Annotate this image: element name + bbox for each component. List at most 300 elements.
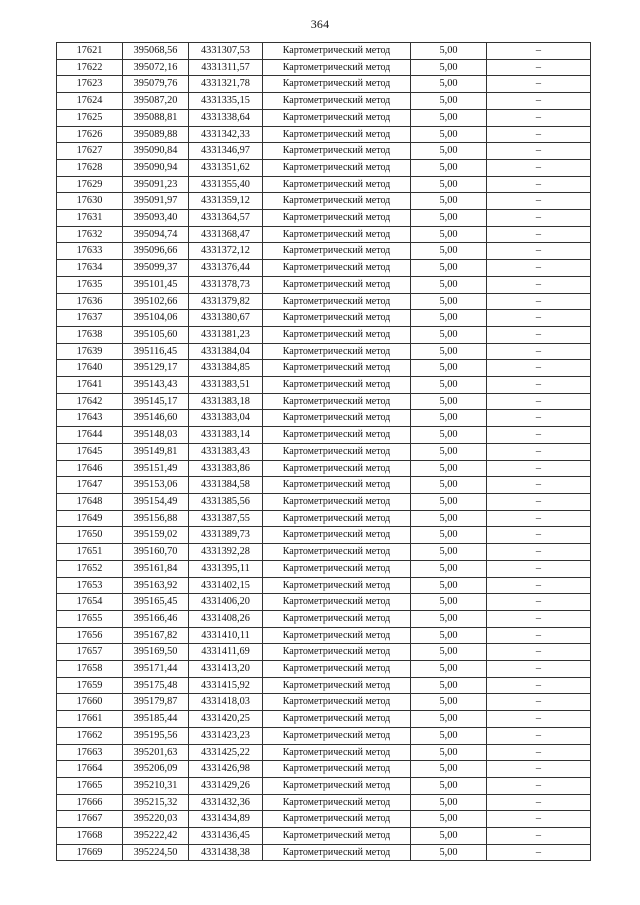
- y-coordinate-cell: 4331321,78: [189, 76, 263, 93]
- table-row: [57, 76, 591, 93]
- x-coordinate-cell: 395222,42: [123, 828, 189, 845]
- note-cell: –: [487, 243, 591, 260]
- point-number-cell: 17668: [57, 828, 123, 845]
- x-coordinate-cell: 395151,49: [123, 460, 189, 477]
- method-cell: Картометрический метод: [263, 677, 411, 694]
- table-row: [57, 811, 591, 828]
- y-coordinate-cell: 4331383,86: [189, 460, 263, 477]
- table-row: [57, 293, 591, 310]
- table-row: [57, 594, 591, 611]
- table-row: [57, 126, 591, 143]
- note-cell: –: [487, 226, 591, 243]
- x-coordinate-cell: 395072,16: [123, 59, 189, 76]
- table-row: [57, 310, 591, 327]
- y-coordinate-cell: 4331402,15: [189, 577, 263, 594]
- x-coordinate-cell: 395167,82: [123, 627, 189, 644]
- method-cell: Картометрический метод: [263, 493, 411, 510]
- accuracy-cell: 5,00: [411, 661, 487, 678]
- table-row: [57, 226, 591, 243]
- note-cell: –: [487, 477, 591, 494]
- x-coordinate-cell: 395201,63: [123, 744, 189, 761]
- x-coordinate-cell: 395096,66: [123, 243, 189, 260]
- y-coordinate-cell: 4331411,69: [189, 644, 263, 661]
- note-cell: –: [487, 176, 591, 193]
- point-number-cell: 17639: [57, 343, 123, 360]
- note-cell: –: [487, 844, 591, 861]
- method-cell: Картометрический метод: [263, 777, 411, 794]
- accuracy-cell: 5,00: [411, 610, 487, 627]
- point-number-cell: 17629: [57, 176, 123, 193]
- x-coordinate-cell: 395088,81: [123, 109, 189, 126]
- accuracy-cell: 5,00: [411, 711, 487, 728]
- table-row: [57, 677, 591, 694]
- note-cell: –: [487, 93, 591, 110]
- table-row: [57, 210, 591, 227]
- coordinates-table-body: [57, 43, 591, 861]
- note-cell: –: [487, 811, 591, 828]
- note-cell: –: [487, 527, 591, 544]
- table-row: [57, 176, 591, 193]
- table-row: [57, 59, 591, 76]
- accuracy-cell: 5,00: [411, 493, 487, 510]
- point-number-cell: 17665: [57, 777, 123, 794]
- accuracy-cell: 5,00: [411, 744, 487, 761]
- note-cell: –: [487, 443, 591, 460]
- accuracy-cell: 5,00: [411, 794, 487, 811]
- point-number-cell: 17656: [57, 627, 123, 644]
- table-row: [57, 159, 591, 176]
- x-coordinate-cell: 395146,60: [123, 410, 189, 427]
- table-row: [57, 360, 591, 377]
- accuracy-cell: 5,00: [411, 594, 487, 611]
- method-cell: Картометрический метод: [263, 627, 411, 644]
- y-coordinate-cell: 4331380,67: [189, 310, 263, 327]
- table-row: [57, 560, 591, 577]
- x-coordinate-cell: 395159,02: [123, 527, 189, 544]
- table-row: [57, 243, 591, 260]
- x-coordinate-cell: 395101,45: [123, 276, 189, 293]
- note-cell: –: [487, 276, 591, 293]
- point-number-cell: 17624: [57, 93, 123, 110]
- method-cell: Картометрический метод: [263, 176, 411, 193]
- accuracy-cell: 5,00: [411, 644, 487, 661]
- method-cell: Картометрический метод: [263, 343, 411, 360]
- method-cell: Картометрический метод: [263, 76, 411, 93]
- point-number-cell: 17663: [57, 744, 123, 761]
- accuracy-cell: 5,00: [411, 126, 487, 143]
- accuracy-cell: 5,00: [411, 844, 487, 861]
- x-coordinate-cell: 395185,44: [123, 711, 189, 728]
- table-row: [57, 410, 591, 427]
- table-row: [57, 661, 591, 678]
- accuracy-cell: 5,00: [411, 360, 487, 377]
- y-coordinate-cell: 4331423,23: [189, 727, 263, 744]
- point-number-cell: 17633: [57, 243, 123, 260]
- table-row: [57, 627, 591, 644]
- method-cell: Картометрический метод: [263, 310, 411, 327]
- accuracy-cell: 5,00: [411, 293, 487, 310]
- x-coordinate-cell: 395153,06: [123, 477, 189, 494]
- y-coordinate-cell: 4331426,98: [189, 761, 263, 778]
- x-coordinate-cell: 395195,56: [123, 727, 189, 744]
- accuracy-cell: 5,00: [411, 326, 487, 343]
- accuracy-cell: 5,00: [411, 544, 487, 561]
- x-coordinate-cell: 395215,32: [123, 794, 189, 811]
- y-coordinate-cell: 4331307,53: [189, 43, 263, 60]
- x-coordinate-cell: 395169,50: [123, 644, 189, 661]
- y-coordinate-cell: 4331413,20: [189, 661, 263, 678]
- y-coordinate-cell: 4331418,03: [189, 694, 263, 711]
- accuracy-cell: 5,00: [411, 109, 487, 126]
- table-row: [57, 761, 591, 778]
- accuracy-cell: 5,00: [411, 694, 487, 711]
- note-cell: –: [487, 677, 591, 694]
- y-coordinate-cell: 4331438,38: [189, 844, 263, 861]
- point-number-cell: 17622: [57, 59, 123, 76]
- x-coordinate-cell: 395090,84: [123, 143, 189, 160]
- method-cell: Картометрический метод: [263, 460, 411, 477]
- table-row: [57, 727, 591, 744]
- method-cell: Картометрический метод: [263, 577, 411, 594]
- note-cell: –: [487, 109, 591, 126]
- x-coordinate-cell: 395143,43: [123, 377, 189, 394]
- accuracy-cell: 5,00: [411, 43, 487, 60]
- accuracy-cell: 5,00: [411, 76, 487, 93]
- note-cell: –: [487, 393, 591, 410]
- table-row: [57, 527, 591, 544]
- x-coordinate-cell: 395171,44: [123, 661, 189, 678]
- point-number-cell: 17635: [57, 276, 123, 293]
- point-number-cell: 17648: [57, 493, 123, 510]
- table-row: [57, 377, 591, 394]
- note-cell: –: [487, 193, 591, 210]
- point-number-cell: 17651: [57, 544, 123, 561]
- point-number-cell: 17632: [57, 226, 123, 243]
- accuracy-cell: 5,00: [411, 811, 487, 828]
- y-coordinate-cell: 4331389,73: [189, 527, 263, 544]
- accuracy-cell: 5,00: [411, 777, 487, 794]
- method-cell: Картометрический метод: [263, 93, 411, 110]
- note-cell: –: [487, 460, 591, 477]
- table-row: [57, 276, 591, 293]
- method-cell: Картометрический метод: [263, 143, 411, 160]
- table-row: [57, 326, 591, 343]
- note-cell: –: [487, 577, 591, 594]
- y-coordinate-cell: 4331351,62: [189, 159, 263, 176]
- method-cell: Картометрический метод: [263, 761, 411, 778]
- table-row: [57, 777, 591, 794]
- note-cell: –: [487, 126, 591, 143]
- y-coordinate-cell: 4331383,14: [189, 427, 263, 444]
- accuracy-cell: 5,00: [411, 427, 487, 444]
- x-coordinate-cell: 395160,70: [123, 544, 189, 561]
- x-coordinate-cell: 395154,49: [123, 493, 189, 510]
- note-cell: –: [487, 594, 591, 611]
- accuracy-cell: 5,00: [411, 677, 487, 694]
- x-coordinate-cell: 395087,20: [123, 93, 189, 110]
- note-cell: –: [487, 326, 591, 343]
- method-cell: Картометрический метод: [263, 109, 411, 126]
- note-cell: –: [487, 427, 591, 444]
- method-cell: Картометрический метод: [263, 226, 411, 243]
- note-cell: –: [487, 544, 591, 561]
- y-coordinate-cell: 4331406,20: [189, 594, 263, 611]
- note-cell: –: [487, 43, 591, 60]
- x-coordinate-cell: 395104,06: [123, 310, 189, 327]
- method-cell: Картометрический метод: [263, 811, 411, 828]
- method-cell: Картометрический метод: [263, 694, 411, 711]
- y-coordinate-cell: 4331395,11: [189, 560, 263, 577]
- table-row: [57, 93, 591, 110]
- note-cell: –: [487, 828, 591, 845]
- note-cell: –: [487, 310, 591, 327]
- note-cell: –: [487, 727, 591, 744]
- note-cell: –: [487, 744, 591, 761]
- y-coordinate-cell: 4331383,51: [189, 377, 263, 394]
- table-row: [57, 744, 591, 761]
- y-coordinate-cell: 4331383,43: [189, 443, 263, 460]
- point-number-cell: 17649: [57, 510, 123, 527]
- method-cell: Картометрический метод: [263, 594, 411, 611]
- x-coordinate-cell: 395145,17: [123, 393, 189, 410]
- point-number-cell: 17640: [57, 360, 123, 377]
- accuracy-cell: 5,00: [411, 477, 487, 494]
- y-coordinate-cell: 4331392,28: [189, 544, 263, 561]
- table-row: [57, 644, 591, 661]
- accuracy-cell: 5,00: [411, 193, 487, 210]
- accuracy-cell: 5,00: [411, 176, 487, 193]
- accuracy-cell: 5,00: [411, 410, 487, 427]
- method-cell: Картометрический метод: [263, 427, 411, 444]
- point-number-cell: 17643: [57, 410, 123, 427]
- y-coordinate-cell: 4331384,85: [189, 360, 263, 377]
- point-number-cell: 17647: [57, 477, 123, 494]
- y-coordinate-cell: 4331364,57: [189, 210, 263, 227]
- method-cell: Картометрический метод: [263, 794, 411, 811]
- point-number-cell: 17666: [57, 794, 123, 811]
- y-coordinate-cell: 4331384,58: [189, 477, 263, 494]
- x-coordinate-cell: 395094,74: [123, 226, 189, 243]
- x-coordinate-cell: 395220,03: [123, 811, 189, 828]
- point-number-cell: 17626: [57, 126, 123, 143]
- note-cell: –: [487, 761, 591, 778]
- method-cell: Картометрический метод: [263, 443, 411, 460]
- y-coordinate-cell: 4331415,92: [189, 677, 263, 694]
- y-coordinate-cell: 4331434,89: [189, 811, 263, 828]
- accuracy-cell: 5,00: [411, 510, 487, 527]
- method-cell: Картометрический метод: [263, 560, 411, 577]
- point-number-cell: 17623: [57, 76, 123, 93]
- point-number-cell: 17637: [57, 310, 123, 327]
- x-coordinate-cell: 395149,81: [123, 443, 189, 460]
- note-cell: –: [487, 644, 591, 661]
- y-coordinate-cell: 4331355,40: [189, 176, 263, 193]
- x-coordinate-cell: 395148,03: [123, 427, 189, 444]
- method-cell: Картометрический метод: [263, 293, 411, 310]
- y-coordinate-cell: 4331385,56: [189, 493, 263, 510]
- table-row: [57, 427, 591, 444]
- note-cell: –: [487, 627, 591, 644]
- y-coordinate-cell: 4331378,73: [189, 276, 263, 293]
- accuracy-cell: 5,00: [411, 761, 487, 778]
- point-number-cell: 17644: [57, 427, 123, 444]
- y-coordinate-cell: 4331311,57: [189, 59, 263, 76]
- point-number-cell: 17658: [57, 661, 123, 678]
- accuracy-cell: 5,00: [411, 276, 487, 293]
- note-cell: –: [487, 661, 591, 678]
- note-cell: –: [487, 143, 591, 160]
- method-cell: Картометрический метод: [263, 610, 411, 627]
- table-row: [57, 794, 591, 811]
- point-number-cell: 17653: [57, 577, 123, 594]
- y-coordinate-cell: 4331338,64: [189, 109, 263, 126]
- accuracy-cell: 5,00: [411, 393, 487, 410]
- y-coordinate-cell: 4331387,55: [189, 510, 263, 527]
- table-row: [57, 477, 591, 494]
- accuracy-cell: 5,00: [411, 210, 487, 227]
- y-coordinate-cell: 4331368,47: [189, 226, 263, 243]
- point-number-cell: 17634: [57, 260, 123, 277]
- table-row: [57, 577, 591, 594]
- accuracy-cell: 5,00: [411, 828, 487, 845]
- x-coordinate-cell: 395165,45: [123, 594, 189, 611]
- note-cell: –: [487, 510, 591, 527]
- method-cell: Картометрический метод: [263, 243, 411, 260]
- table-row: [57, 143, 591, 160]
- method-cell: Картометрический метод: [263, 544, 411, 561]
- note-cell: –: [487, 210, 591, 227]
- point-number-cell: 17628: [57, 159, 123, 176]
- x-coordinate-cell: 395102,66: [123, 293, 189, 310]
- accuracy-cell: 5,00: [411, 143, 487, 160]
- point-number-cell: 17627: [57, 143, 123, 160]
- method-cell: Картометрический метод: [263, 276, 411, 293]
- point-number-cell: 17662: [57, 727, 123, 744]
- method-cell: Картометрический метод: [263, 828, 411, 845]
- accuracy-cell: 5,00: [411, 93, 487, 110]
- point-number-cell: 17631: [57, 210, 123, 227]
- point-number-cell: 17650: [57, 527, 123, 544]
- x-coordinate-cell: 395091,23: [123, 176, 189, 193]
- x-coordinate-cell: 395166,46: [123, 610, 189, 627]
- x-coordinate-cell: 395163,92: [123, 577, 189, 594]
- page-number: 364: [310, 17, 330, 31]
- y-coordinate-cell: 4331383,04: [189, 410, 263, 427]
- note-cell: –: [487, 410, 591, 427]
- note-cell: –: [487, 343, 591, 360]
- y-coordinate-cell: 4331372,12: [189, 243, 263, 260]
- y-coordinate-cell: 4331410,11: [189, 627, 263, 644]
- note-cell: –: [487, 360, 591, 377]
- x-coordinate-cell: 395116,45: [123, 343, 189, 360]
- x-coordinate-cell: 395068,56: [123, 43, 189, 60]
- x-coordinate-cell: 395079,76: [123, 76, 189, 93]
- coordinates-table: [56, 42, 591, 861]
- point-number-cell: 17646: [57, 460, 123, 477]
- method-cell: Картометрический метод: [263, 393, 411, 410]
- y-coordinate-cell: 4331335,15: [189, 93, 263, 110]
- y-coordinate-cell: 4331359,12: [189, 193, 263, 210]
- table-row: [57, 610, 591, 627]
- point-number-cell: 17630: [57, 193, 123, 210]
- table-row: [57, 193, 591, 210]
- y-coordinate-cell: 4331420,25: [189, 711, 263, 728]
- accuracy-cell: 5,00: [411, 527, 487, 544]
- accuracy-cell: 5,00: [411, 460, 487, 477]
- method-cell: Картометрический метод: [263, 510, 411, 527]
- note-cell: –: [487, 711, 591, 728]
- point-number-cell: 17657: [57, 644, 123, 661]
- table-row: [57, 711, 591, 728]
- point-number-cell: 17667: [57, 811, 123, 828]
- note-cell: –: [487, 76, 591, 93]
- method-cell: Картометрический метод: [263, 326, 411, 343]
- method-cell: Картометрический метод: [263, 661, 411, 678]
- point-number-cell: 17654: [57, 594, 123, 611]
- table-row: [57, 109, 591, 126]
- accuracy-cell: 5,00: [411, 226, 487, 243]
- point-number-cell: 17660: [57, 694, 123, 711]
- note-cell: –: [487, 59, 591, 76]
- x-coordinate-cell: 395105,60: [123, 326, 189, 343]
- table-row: [57, 43, 591, 60]
- method-cell: Картометрический метод: [263, 159, 411, 176]
- table-row: [57, 828, 591, 845]
- accuracy-cell: 5,00: [411, 377, 487, 394]
- method-cell: Картометрический метод: [263, 360, 411, 377]
- point-number-cell: 17636: [57, 293, 123, 310]
- table-row: [57, 260, 591, 277]
- point-number-cell: 17659: [57, 677, 123, 694]
- point-number-cell: 17621: [57, 43, 123, 60]
- point-number-cell: 17655: [57, 610, 123, 627]
- point-number-cell: 17641: [57, 377, 123, 394]
- y-coordinate-cell: 4331436,45: [189, 828, 263, 845]
- method-cell: Картометрический метод: [263, 43, 411, 60]
- note-cell: –: [487, 493, 591, 510]
- accuracy-cell: 5,00: [411, 560, 487, 577]
- method-cell: Картометрический метод: [263, 377, 411, 394]
- table-row: [57, 493, 591, 510]
- point-number-cell: 17664: [57, 761, 123, 778]
- x-coordinate-cell: 395093,40: [123, 210, 189, 227]
- table-row: [57, 343, 591, 360]
- point-number-cell: 17642: [57, 393, 123, 410]
- y-coordinate-cell: 4331384,04: [189, 343, 263, 360]
- y-coordinate-cell: 4331342,33: [189, 126, 263, 143]
- y-coordinate-cell: 4331429,26: [189, 777, 263, 794]
- table-row: [57, 694, 591, 711]
- accuracy-cell: 5,00: [411, 159, 487, 176]
- x-coordinate-cell: 395091,97: [123, 193, 189, 210]
- note-cell: –: [487, 260, 591, 277]
- method-cell: Картометрический метод: [263, 644, 411, 661]
- x-coordinate-cell: 395175,48: [123, 677, 189, 694]
- x-coordinate-cell: 395179,87: [123, 694, 189, 711]
- x-coordinate-cell: 395210,31: [123, 777, 189, 794]
- note-cell: –: [487, 293, 591, 310]
- accuracy-cell: 5,00: [411, 627, 487, 644]
- table-row: [57, 443, 591, 460]
- method-cell: Картометрический метод: [263, 527, 411, 544]
- table-row: [57, 844, 591, 861]
- method-cell: Картометрический метод: [263, 210, 411, 227]
- accuracy-cell: 5,00: [411, 260, 487, 277]
- x-coordinate-cell: 395089,88: [123, 126, 189, 143]
- point-number-cell: 17645: [57, 443, 123, 460]
- table-row: [57, 510, 591, 527]
- table-row: [57, 393, 591, 410]
